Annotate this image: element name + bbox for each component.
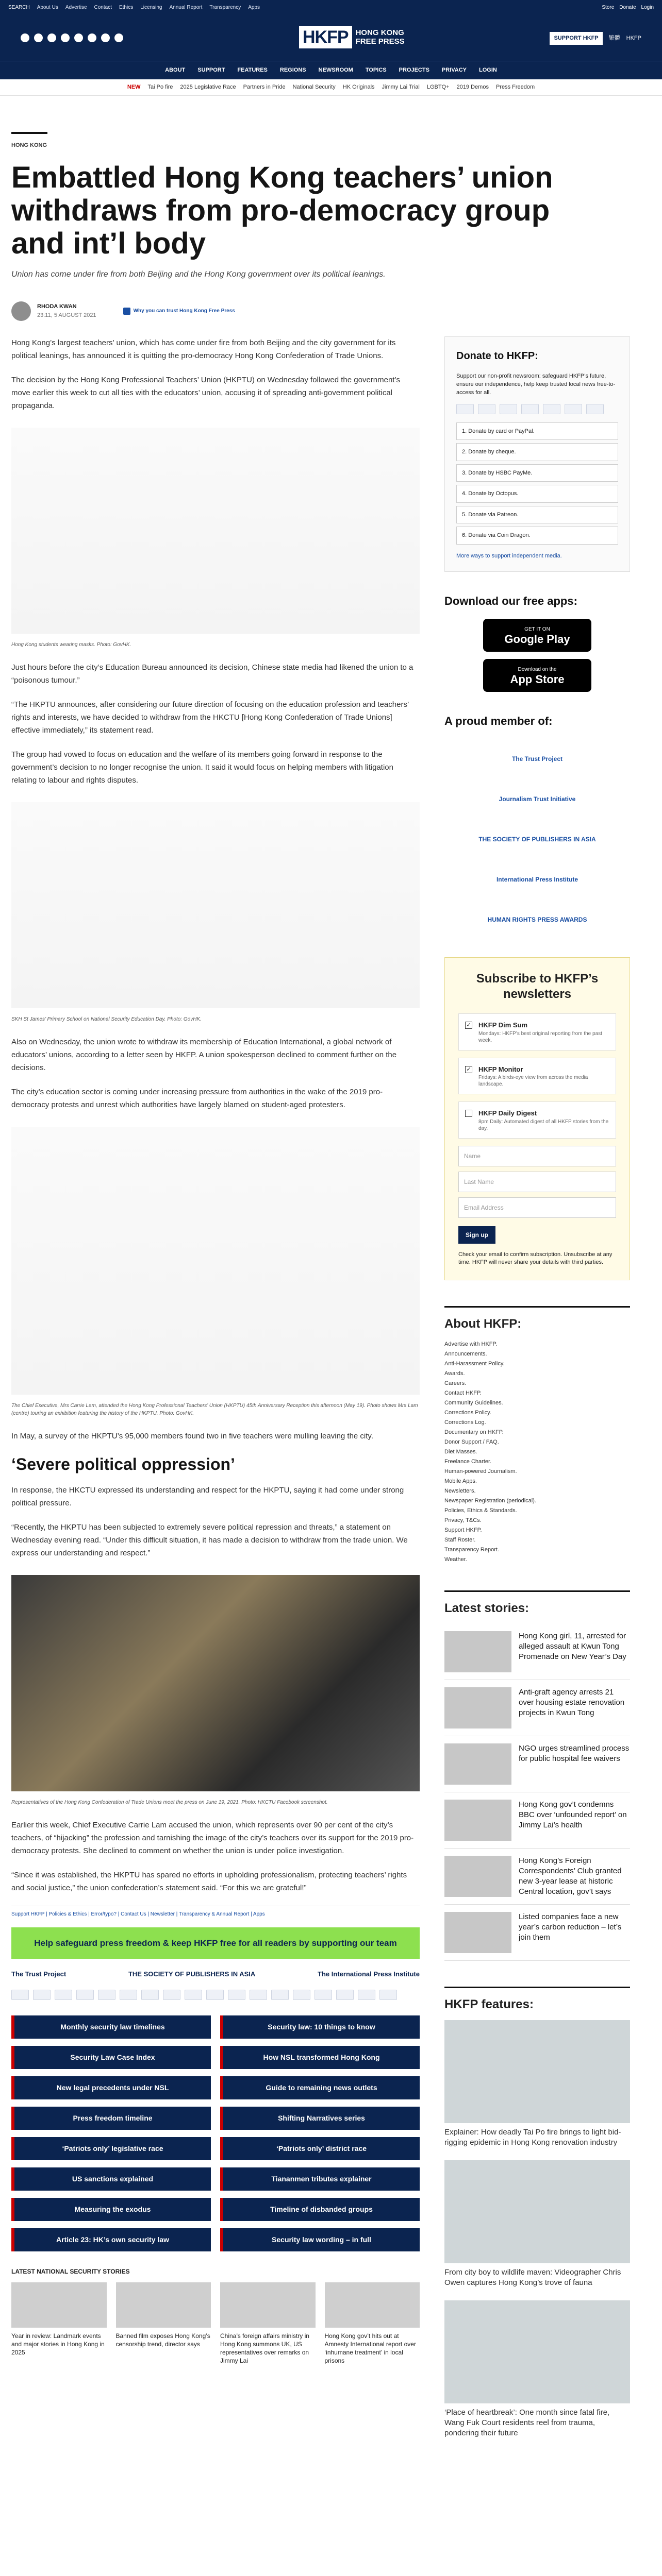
about-link[interactable]: Support HKFP. — [444, 1527, 482, 1533]
newsletter-desc: Mondays: HKFP’s best original reporting from the past week. — [478, 1030, 602, 1043]
explainer-tile[interactable]: US sanctions explained — [11, 2167, 211, 2191]
rss-icon[interactable] — [114, 33, 123, 42]
ns-story-card[interactable] — [11, 2282, 107, 2365]
explainer-tile[interactable]: ‘Patriots only’ legislative race — [11, 2137, 211, 2160]
googlepay-icon — [271, 1990, 289, 2000]
partner-logo[interactable]: The Trust Project — [11, 1970, 67, 1978]
payme-icon — [543, 404, 560, 414]
donate-option[interactable]: 3. Donate by HSBC PayMe. — [456, 464, 618, 482]
about-link[interactable]: Human-powered Journalism. — [444, 1468, 517, 1475]
bank-icon — [185, 1990, 202, 2000]
newsletter-name: HKFP Monitor — [478, 1065, 523, 1073]
about-link[interactable]: Anti-Harassment Policy. — [444, 1360, 505, 1367]
features-title: HKFP features: — [444, 1997, 534, 2011]
social-icons — [21, 33, 123, 42]
photo-caption: Representatives of the Hong Kong Confederation of Trade Unions meet the press on June 19, 2021. Photo: HKCTU Facebook screenshot. — [11, 1799, 328, 1805]
checkbox[interactable]: ✓ — [465, 1022, 472, 1029]
checkbox[interactable] — [465, 1110, 472, 1117]
mastercard-icon — [456, 404, 474, 414]
trending-item[interactable]: Tai Po fire — [147, 84, 173, 91]
store-caption: GET IT ON — [524, 626, 550, 632]
nav-support[interactable]: SUPPORT — [197, 67, 225, 74]
facebook-icon[interactable] — [21, 33, 29, 42]
google-play-button[interactable] — [483, 619, 591, 652]
trending-item[interactable]: 2025 Legislative Race — [180, 84, 236, 91]
feature-image — [444, 2300, 630, 2403]
member-logo[interactable]: THE SOCIETY OF PUBLISHERS IN ASIA — [478, 836, 596, 843]
utility-link[interactable]: Contact — [94, 4, 112, 10]
latest-story[interactable] — [444, 1680, 630, 1736]
story-thumbnail — [444, 1912, 511, 1953]
about-link[interactable]: Mobile Apps. — [444, 1478, 477, 1484]
article-footer-links[interactable]: Support HKFP | Policies & Ethics | Error/typo? | Contact Us | Newsletter | Transparency & Annual Report | Apps — [11, 1906, 420, 1918]
feature-card[interactable] — [444, 2160, 630, 2288]
trending-item[interactable]: HK Originals — [342, 84, 375, 91]
ns-story-card[interactable] — [325, 2282, 420, 2365]
store-name: Google Play — [504, 632, 570, 646]
wechat-icon — [315, 1990, 332, 2000]
cheque-icon — [206, 1990, 224, 2000]
utility-bar — [0, 0, 662, 14]
explainer-tile[interactable]: Shifting Narratives series — [220, 2107, 420, 2130]
about-link[interactable]: Careers. — [444, 1380, 467, 1386]
utility-link[interactable]: Transparency — [209, 4, 241, 10]
paragraph: In response, the HKCTU expressed its understanding and respect for the HKPTU, saying it had come under strong political pressure. — [11, 1485, 404, 1507]
donate-widget — [444, 336, 630, 572]
explainer-tile[interactable]: Monthly security law timelines — [11, 2015, 211, 2039]
logo-line1: HONG KONG — [355, 28, 404, 37]
nav-projects[interactable]: PROJECTS — [399, 67, 429, 74]
story-thumbnail — [444, 1631, 511, 1672]
story-thumbnail — [444, 1743, 511, 1785]
nav-newsroom[interactable]: NEWSROOM — [318, 67, 353, 74]
applepay-icon — [250, 1990, 267, 2000]
diners-icon — [379, 1990, 397, 2000]
story-title: Hong Kong girl, 11, arrested for alleged assault at Kwun Tong Promenade on New Year’s Day — [519, 1631, 626, 1661]
article-title: Embattled Hong Kong teachers’ union withdraws from pro-democracy group and int’l body — [11, 160, 553, 260]
about-link[interactable]: Community Guidelines. — [444, 1399, 503, 1406]
trending-item[interactable]: LGBTQ+ — [426, 84, 450, 91]
author-name[interactable]: RHODA KWAN — [37, 303, 77, 310]
kicker-rule — [11, 132, 47, 134]
visa-icon — [478, 404, 495, 414]
feature-card[interactable] — [444, 2020, 630, 2148]
story-thumbnail — [220, 2282, 316, 2328]
logo-mark: HKFP — [299, 26, 352, 48]
trending-item[interactable]: Press Freedom — [495, 84, 535, 91]
about-widget — [444, 1306, 630, 1565]
newsletter-option[interactable] — [458, 1013, 616, 1050]
article-photo — [11, 1575, 420, 1791]
story-thumbnail — [11, 2282, 107, 2328]
explainer-tile[interactable]: Security Law Case Index — [11, 2046, 211, 2069]
paragraph: Hong Kong’s largest teachers’ union, which has come under fire from both Beijing and the city government for its political leanings, has announced it is quitting the pro-democracy Hong Kong Confederation of Trade Unions. — [11, 338, 396, 360]
donate-option[interactable]: 5. Donate via Patreon. — [456, 506, 618, 524]
article-photo — [11, 802, 420, 1008]
instagram-icon[interactable] — [47, 33, 56, 42]
newsletter-title: Subscribe to HKFP’s newsletters — [476, 972, 599, 1001]
story-title: Year in review: Landmark events and major stories in Hong Kong in 2025 — [11, 2332, 105, 2356]
paragraph: “The HKPTU announces, after considering our future direction of focusing on the education profession and teachers’ rights and interests, we have decided to withdraw from the HKCTU [Hong Kong Confederation of Trade Unions] effective immediately,” its statement read. — [11, 700, 409, 735]
story-title: China’s foreign affairs ministry in Hong Kong summons UK, US representatives over remarks on Jimmy Lai — [220, 2332, 309, 2364]
support-cta[interactable]: Help safeguard press freedom & keep HKFP free for all readers by supporting our team — [11, 1927, 420, 1959]
email-field[interactable]: Email Address — [458, 1197, 616, 1218]
story-thumbnail — [325, 2282, 420, 2328]
utility-link[interactable]: Apps — [248, 4, 260, 10]
nav-topics[interactable]: TOPICS — [365, 67, 387, 74]
login-link[interactable]: Login — [641, 4, 654, 10]
visa-icon — [33, 1990, 51, 2000]
newsletter-name: HKFP Dim Sum — [478, 1021, 528, 1029]
store-caption: Download on the — [518, 666, 557, 672]
article-photo — [11, 1127, 420, 1395]
explainer-tile[interactable]: Article 23: HK’s own security law — [11, 2228, 211, 2251]
nav-login[interactable]: LOGIN — [479, 67, 497, 74]
donate-option[interactable]: 2. Donate by cheque. — [456, 443, 618, 461]
utility-link[interactable]: Licensing — [140, 4, 162, 10]
more-ways-link[interactable]: More ways to support independent media. — [456, 552, 562, 559]
about-link[interactable]: Newspaper Registration (periodical). — [444, 1497, 536, 1504]
newsletter-desc: Fridays: A birds-eye view from across the media landscape. — [478, 1075, 588, 1087]
about-link[interactable]: Donor Support / FAQ. — [444, 1438, 499, 1445]
article-subtitle: Union has come under fire from both Beijing and the Hong Kong government over its political leanings. — [11, 269, 386, 279]
explainer-tile[interactable]: Measuring the exodus — [11, 2198, 211, 2221]
story-title: Anti-graft agency arrests 21 over housing estate renovation projects in Kwun Tong — [519, 1687, 625, 1717]
octopus-icon — [120, 1990, 137, 2000]
paragraph: Also on Wednesday, the union wrote to withdraw its membership of Education International, a global network of educators’ unions, according to a letter seen by HKFP. A union spokesperson declined to comment further on the decisions. — [11, 1037, 397, 1072]
article-body — [11, 336, 420, 2365]
story-title: NGO urges streamlined process for public hospital fee waivers — [519, 1743, 630, 1763]
logo-line2: FREE PRESS — [355, 37, 405, 46]
newsletter-note: Check your email to confirm subscription. Unsubscribe at any time. HKFP will never share your details with third parties. — [458, 1251, 613, 1265]
member-heading: A proud member of: — [444, 715, 553, 727]
paragraph: “Recently, the HKPTU has been subjected to extremely severe political repression and threats,” a statement on Wednesday evening read. “Under this difficult situation, it has made a decision to withdraw from the trade union. We express our understanding and respect.” — [11, 1522, 408, 1557]
about-link[interactable]: Announcements. — [444, 1350, 487, 1357]
ns-stories-heading: LATEST NATIONAL SECURITY STORIES — [11, 2267, 130, 2275]
paragraph: “Since it was established, the HKPTU has spared no efforts in upholding professionalism, protecting teachers’ rights and social justice,” the union confederation’s statement said. “For this we are grateful!” — [11, 1870, 407, 1892]
article-category[interactable]: HONG KONG — [11, 142, 47, 148]
about-link[interactable]: Advertise with HKFP. — [444, 1341, 498, 1347]
feature-title: ‘Place of heartbreak’: One month since fatal fire, Wang Fuk Court residents reel from trauma, pondering their future — [444, 2408, 610, 2437]
nav-regions[interactable]: REGIONS — [279, 67, 306, 74]
apps-heading: Download our free apps: — [444, 595, 577, 607]
amex-icon — [500, 404, 517, 414]
about-link[interactable]: Privacy, T&Cs. — [444, 1517, 482, 1523]
trending-item[interactable]: Partners in Pride — [243, 84, 286, 91]
explainer-tile[interactable]: Security law wording – in full — [220, 2228, 420, 2251]
newsletter-name: HKFP Daily Digest — [478, 1109, 537, 1117]
photo-caption: SKH St James’ Primary School on National Security Education Day. Photo: GovHK. — [11, 1016, 202, 1022]
sidebar — [444, 336, 630, 2451]
partner-logo[interactable]: The International Press Institute — [318, 1970, 420, 1978]
trust-icon — [123, 308, 130, 315]
newsletter-option[interactable] — [458, 1058, 616, 1095]
feature-image — [444, 2160, 630, 2263]
donate-link[interactable]: Donate — [619, 4, 636, 10]
donate-intro: Support our non-profit newsroom: safeguard HKFP’s future, ensure our independence, help keep trusted local news free-to-access for all. — [456, 372, 616, 396]
feature-title: Explainer: How deadly Tai Po fire brings to light bid-rigging epidemic in Hong Kong renovation industry — [444, 2127, 621, 2147]
trust-label: Why you can trust Hong Kong Free Press — [133, 308, 235, 314]
utility-link[interactable]: Ethics — [119, 4, 134, 10]
explainer-tile[interactable]: ‘Patriots only’ district race — [220, 2137, 420, 2160]
name-field[interactable]: Name — [458, 1146, 616, 1166]
region-link[interactable]: HKFP — [626, 35, 641, 41]
trending-label: NEW — [127, 84, 141, 91]
brand-bar — [0, 14, 662, 61]
utility-link[interactable]: Advertise — [65, 4, 87, 10]
youtube-icon[interactable] — [61, 33, 70, 42]
donate-option[interactable]: 4. Donate by Octopus. — [456, 485, 618, 503]
language-switch[interactable]: 繁體 — [608, 35, 620, 41]
member-logo[interactable]: The Trust Project — [511, 755, 563, 762]
about-link[interactable]: Documentary on HKFP. — [444, 1429, 504, 1435]
article-photo — [11, 428, 420, 634]
story-title: Banned film exposes Hong Kong’s censorship trend, director says — [115, 2332, 210, 2348]
ns-story-card[interactable] — [220, 2282, 316, 2365]
store-name: App Store — [510, 672, 565, 686]
paragraph: The decision by the Hong Kong Professional Teachers’ Union (HKPTU) on Wednesday followed the government’s move earlier this week to cut all ties with the educators’ union, accusing it of spreading anti-government political propaganda. — [11, 375, 401, 410]
payment-icons — [11, 1990, 420, 2000]
latest-story[interactable] — [444, 1624, 630, 1680]
about-link[interactable]: Corrections Log. — [444, 1419, 486, 1426]
about-link[interactable]: Weather. — [444, 1556, 467, 1563]
donate-payment-icons — [456, 404, 618, 414]
app-store-button[interactable] — [483, 659, 591, 692]
utility-link[interactable]: Annual Report — [169, 4, 203, 10]
signup-button[interactable]: Sign up — [458, 1226, 495, 1244]
latest-story[interactable] — [444, 1849, 630, 1905]
explainer-tile[interactable]: How NSL transformed Hong Kong — [220, 2046, 420, 2069]
linkedin-icon[interactable] — [74, 33, 83, 42]
about-link[interactable]: Diet Masses. — [444, 1448, 477, 1455]
paragraph: Just hours before the city’s Education Bureau announced its decision, Chinese state media had likened the union to a “poisonous tumour.” — [11, 663, 413, 685]
paypal-icon — [521, 404, 539, 414]
telegram-icon[interactable] — [88, 33, 96, 42]
photo-caption: The Chief Executive, Mrs Carrie Lam, attended the Hong Kong Professional Teachers’ Union (HKPTU) 45th Anniversary Reception this afternoon (May 19). Photo shows Mrs Lam (centre) touring an exhibition featuring the history of the HKPTU. Photo: GovHK. — [11, 1402, 418, 1416]
explainer-tile[interactable]: Tiananmen tributes explainer — [220, 2167, 420, 2191]
patreon-icon — [586, 404, 604, 414]
paragraph: Earlier this week, Chief Executive Carrie Lam accused the union, which represents over 90 per cent of the city’s teachers, of “hijacking” the profession and tarnishing the image of the city’s teachers over its support for the 2019 pro-democracy protests. She declined to comment on whether the union is under police investigation. — [11, 1820, 414, 1855]
paypal-icon — [76, 1990, 94, 2000]
about-link[interactable]: Freelance Charter. — [444, 1458, 492, 1465]
about-link[interactable]: Transparency Report. — [444, 1546, 499, 1553]
about-link[interactable]: Newsletters. — [444, 1487, 476, 1494]
main-nav — [0, 61, 662, 79]
explainer-tile[interactable]: New legal precedents under NSL — [11, 2076, 211, 2099]
explainer-tile[interactable]: Press freedom timeline — [11, 2107, 211, 2130]
latest-story[interactable] — [444, 1905, 630, 1961]
trust-link[interactable] — [123, 307, 235, 315]
ns-stories-grid — [11, 2282, 420, 2365]
trending-item[interactable]: 2019 Demos — [456, 84, 489, 91]
section-heading: ‘Severe political oppression’ — [11, 1454, 235, 1473]
feature-image — [444, 2020, 630, 2123]
payme-icon — [98, 1990, 115, 2000]
twitter-icon[interactable] — [34, 33, 43, 42]
paragraph: In May, a survey of the HKPTU’s 95,000 members found two in five teachers were mulling leaving the city. — [11, 1431, 373, 1440]
about-link[interactable]: Policies, Ethics & Standards. — [444, 1507, 517, 1514]
story-thumbnail — [444, 1856, 511, 1897]
checkbox[interactable]: ✓ — [465, 1066, 472, 1073]
whatsapp-icon[interactable] — [101, 33, 110, 42]
latest-story[interactable] — [444, 1792, 630, 1849]
latest-stories — [444, 1590, 630, 1961]
utility-link[interactable]: About Us — [37, 4, 58, 10]
story-title: Hong Kong’s Foreign Correspondents’ Club granted new 3-year lease at historic Central location, gov’t says — [519, 1856, 622, 1896]
story-title: Listed companies face a new year’s carbon reduction – let’s join them — [519, 1912, 622, 1942]
story-thumbnail — [444, 1687, 511, 1728]
explainer-tile[interactable]: Timeline of disbanded groups — [220, 2198, 420, 2221]
features-widget — [444, 1987, 630, 2438]
about-link[interactable]: Awards. — [444, 1370, 465, 1377]
feature-title: From city boy to wildlife maven: Videographer Chris Owen captures Hong Kong’s trove of fauna — [444, 2267, 621, 2287]
story-title: Hong Kong gov’t hits out at Amnesty International report over ‘inhumane treatment’ in local prisons — [324, 2332, 416, 2364]
byline — [11, 301, 651, 321]
site-logo[interactable] — [299, 26, 405, 48]
unionpay-icon — [336, 1990, 354, 2000]
support-hkfp-button[interactable]: SUPPORT HKFP — [550, 32, 602, 45]
member-logo[interactable]: International Press Institute — [496, 876, 578, 883]
photo-caption: Hong Kong students wearing masks. Photo: GovHK. — [11, 641, 131, 648]
jcb-icon — [358, 1990, 375, 2000]
member-logo[interactable]: HUMAN RIGHTS PRESS AWARDS — [487, 916, 587, 923]
feature-card[interactable] — [444, 2300, 630, 2438]
ns-story-card[interactable] — [116, 2282, 211, 2365]
explainer-tile[interactable]: Guide to remaining news outlets — [220, 2076, 420, 2099]
trending-item[interactable]: National Security — [292, 84, 336, 91]
author-avatar — [11, 301, 31, 321]
mastercard-icon — [11, 1990, 29, 2000]
octopus-icon — [565, 404, 582, 414]
patreon-icon — [141, 1990, 159, 2000]
paragraph: The city’s education sector is coming under increasing pressure from authorities in the wake of the 2019 pro-democracy protests and unrest which authorities have largely blamed on student-aged protesters. — [11, 1087, 383, 1109]
latest-title: Latest stories: — [444, 1601, 529, 1615]
publish-date: 23:11, 5 AUGUST 2021 — [37, 312, 96, 318]
store-link[interactable]: Store — [602, 4, 615, 10]
partner-logo[interactable]: THE SOCIETY OF PUBLISHERS IN ASIA — [128, 1970, 256, 1978]
about-title: About HKFP: — [444, 1316, 522, 1331]
explainer-tiles — [11, 2015, 420, 2251]
partner-logos — [11, 1969, 420, 1979]
about-link[interactable]: Staff Roster. — [444, 1536, 476, 1543]
story-title: Hong Kong gov’t condemns BBC over ‘unfounded report’ on Jimmy Lai’s health — [519, 1800, 627, 1829]
nav-features[interactable]: FEATURES — [237, 67, 268, 74]
member-logo[interactable]: Journalism Trust Initiative — [499, 795, 576, 803]
search-link[interactable]: SEARCH — [8, 4, 30, 10]
crypto-icon — [228, 1990, 245, 2000]
donate-option[interactable]: 6. Donate via Coin Dragon. — [456, 527, 618, 545]
trending-bar — [0, 79, 662, 96]
latest-story[interactable] — [444, 1736, 630, 1792]
fps-icon — [163, 1990, 180, 2000]
donate-title: Donate to HKFP: — [456, 350, 538, 362]
story-thumbnail — [444, 1800, 511, 1841]
last-name-field[interactable]: Last Name — [458, 1172, 616, 1192]
nav-about[interactable]: ABOUT — [165, 67, 186, 74]
newsletter-desc: 8pm Daily: Automated digest of all HKFP stories from the day. — [478, 1118, 609, 1131]
about-link[interactable]: Corrections Policy. — [444, 1409, 491, 1416]
newsletter-option[interactable] — [458, 1101, 616, 1139]
about-link[interactable]: Contact HKFP. — [444, 1389, 482, 1396]
newsletter-widget — [444, 957, 630, 1280]
nav-privacy[interactable]: PRIVACY — [441, 67, 467, 74]
explainer-tile[interactable]: Security law: 10 things to know — [220, 2015, 420, 2039]
alipay-icon — [293, 1990, 310, 2000]
story-thumbnail — [116, 2282, 211, 2328]
amex-icon — [55, 1990, 72, 2000]
paragraph: The group had vowed to focus on education and the welfare of its members going forward in response to the government’s decision to no longer recognise the union. It said it would focus on helping members with litigation relating to labour and rights disputes. — [11, 750, 393, 785]
donate-option[interactable]: 1. Donate by card or PayPal. — [456, 422, 618, 440]
trending-item[interactable]: Jimmy Lai Trial — [382, 84, 420, 91]
